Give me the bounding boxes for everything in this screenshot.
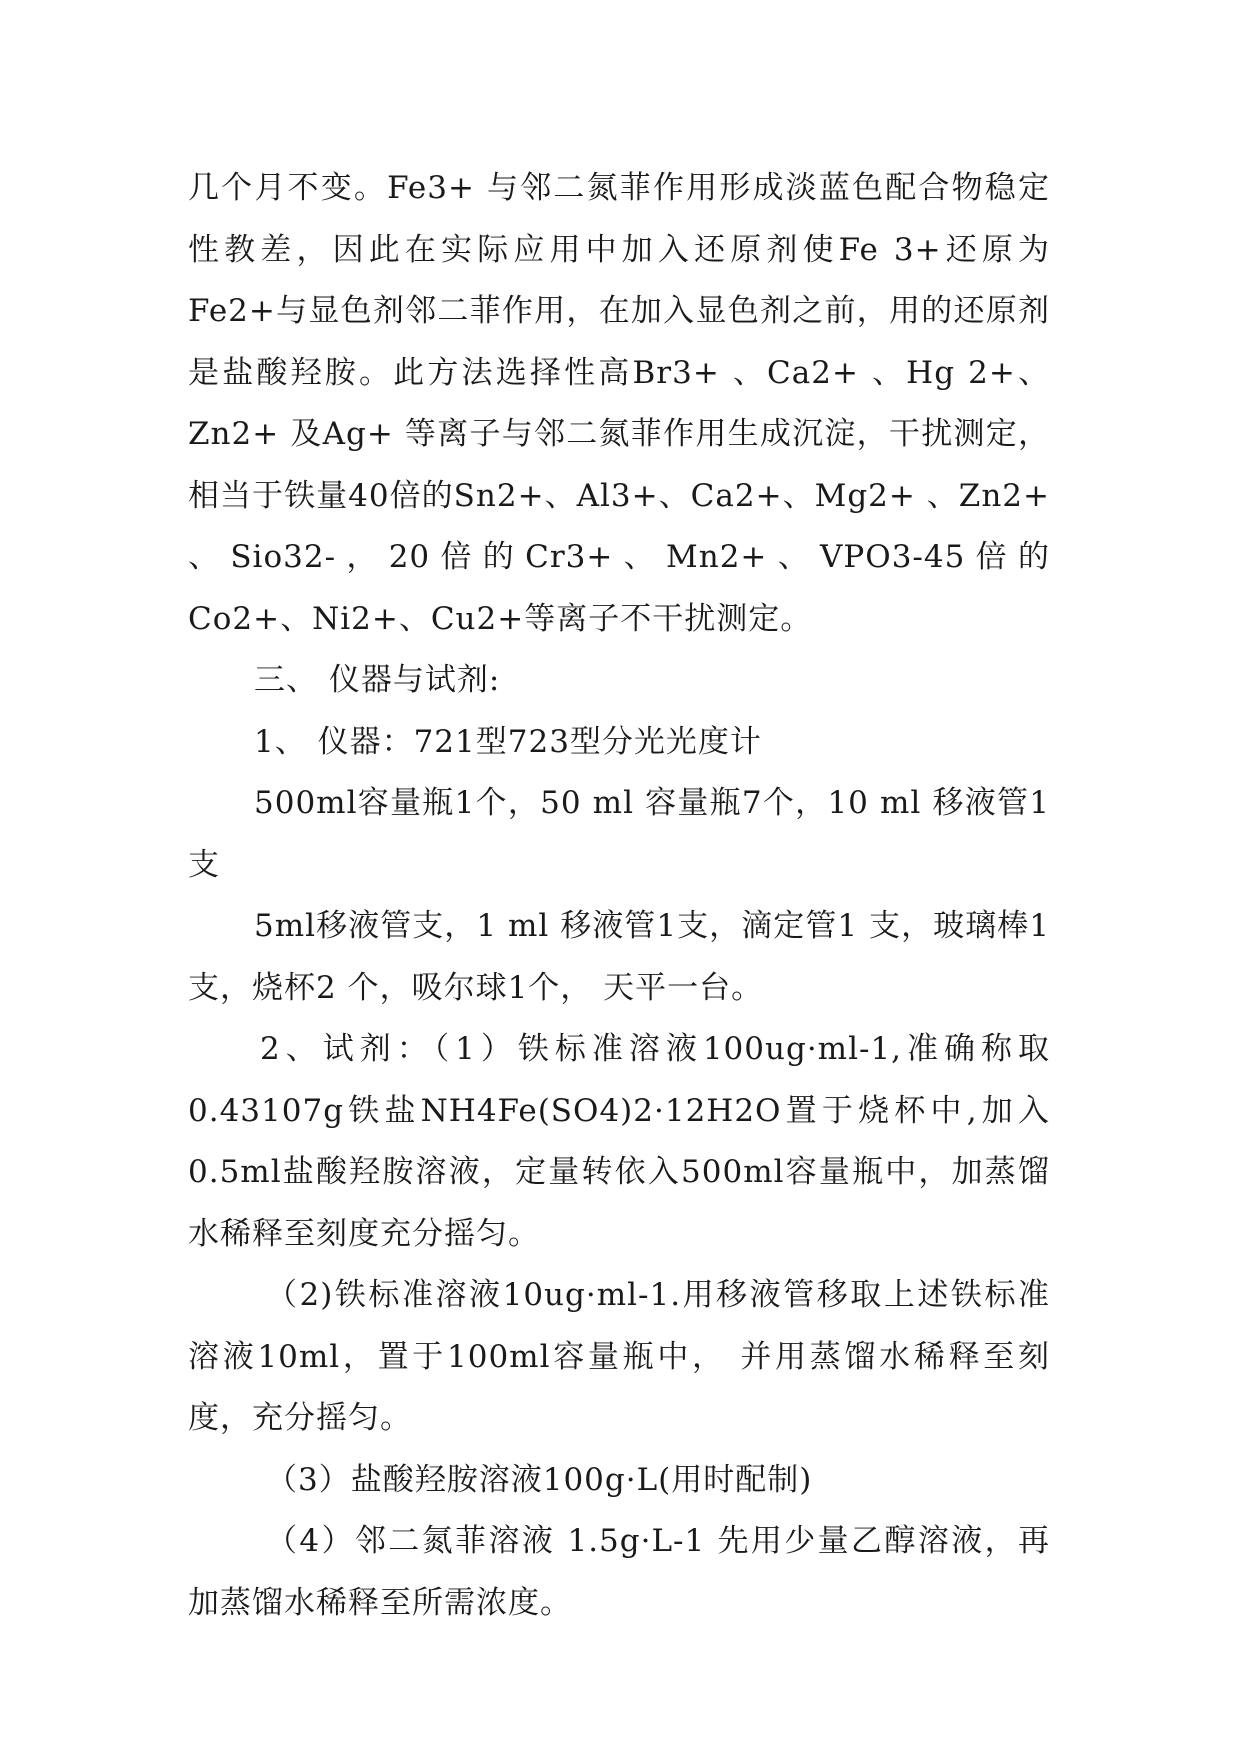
paragraph-reagent-1: 2、试剂：（1）铁标准溶液100ug·ml-1,准确称取0.43107g铁盐NH4Fe(SO4)2·12H2O置于烧杯中,加入0.5ml盐酸羟胺溶液，定量转依入500ml容量瓶中，加蒸馏水稀释至刻度充分摇匀。 xyxy=(188,1031,1050,1252)
paragraph-principle-continued: 几个月不变。Fe3+ 与邻二氮菲作用形成淡蓝色配合物稳定性教差，因此在实际应用中加入还原剂使Fe 3+还原为Fe2+与显色剂邻二菲作用，在加入显色剂之前，用的还原剂是盐酸羟胺。此方法选择性高Br3+ 、Ca2+ 、Hg 2+、Zn2+ 及Ag+ 等离子与邻二氮菲作用生成沉淀，干扰测定，相当于铁量40倍的Sn2+、Al3+、Ca2+、Mg2+ 、Zn2+ 、Sio32-，20倍的Cr3+、Mn2+、VPO3-45倍的Co2+、Ni2+、Cu2+等离子不干扰测定。 xyxy=(188,170,1050,637)
paragraph-instruments: 1、 仪器：721型723型分光光度计 xyxy=(254,723,762,760)
paragraph-glassware-list-2: 5ml移液管支，1 ml 移液管1支，滴定管1 支，玻璃棒1 支，烧杯2 个，吸尔球1个， 天平一台。 xyxy=(188,908,1050,1006)
paragraph-reagent-4: （4）邻二氮菲溶液 1.5g·L-1 先用少量乙醇溶液，再加蒸馏水稀释至所需浓度。 xyxy=(188,1523,1050,1621)
section-heading-instruments-reagents: 三、 仪器与试剂: xyxy=(254,662,501,698)
paragraph-glassware-list-1: 500ml容量瓶1个，50 ml 容量瓶7个，10 ml 移液管1支 xyxy=(188,785,1050,883)
paragraph-reagent-3: （3）盐酸羟胺溶液100g·L(用时配制) xyxy=(266,1461,813,1498)
paragraph-reagent-2: （2)铁标准溶液10ug·ml-1.用移液管移取上述铁标准溶液10ml，置于100ml容量瓶中， 并用蒸馏水稀释至刻度，充分摇匀。 xyxy=(188,1277,1050,1436)
document-body xyxy=(188,158,1050,1634)
